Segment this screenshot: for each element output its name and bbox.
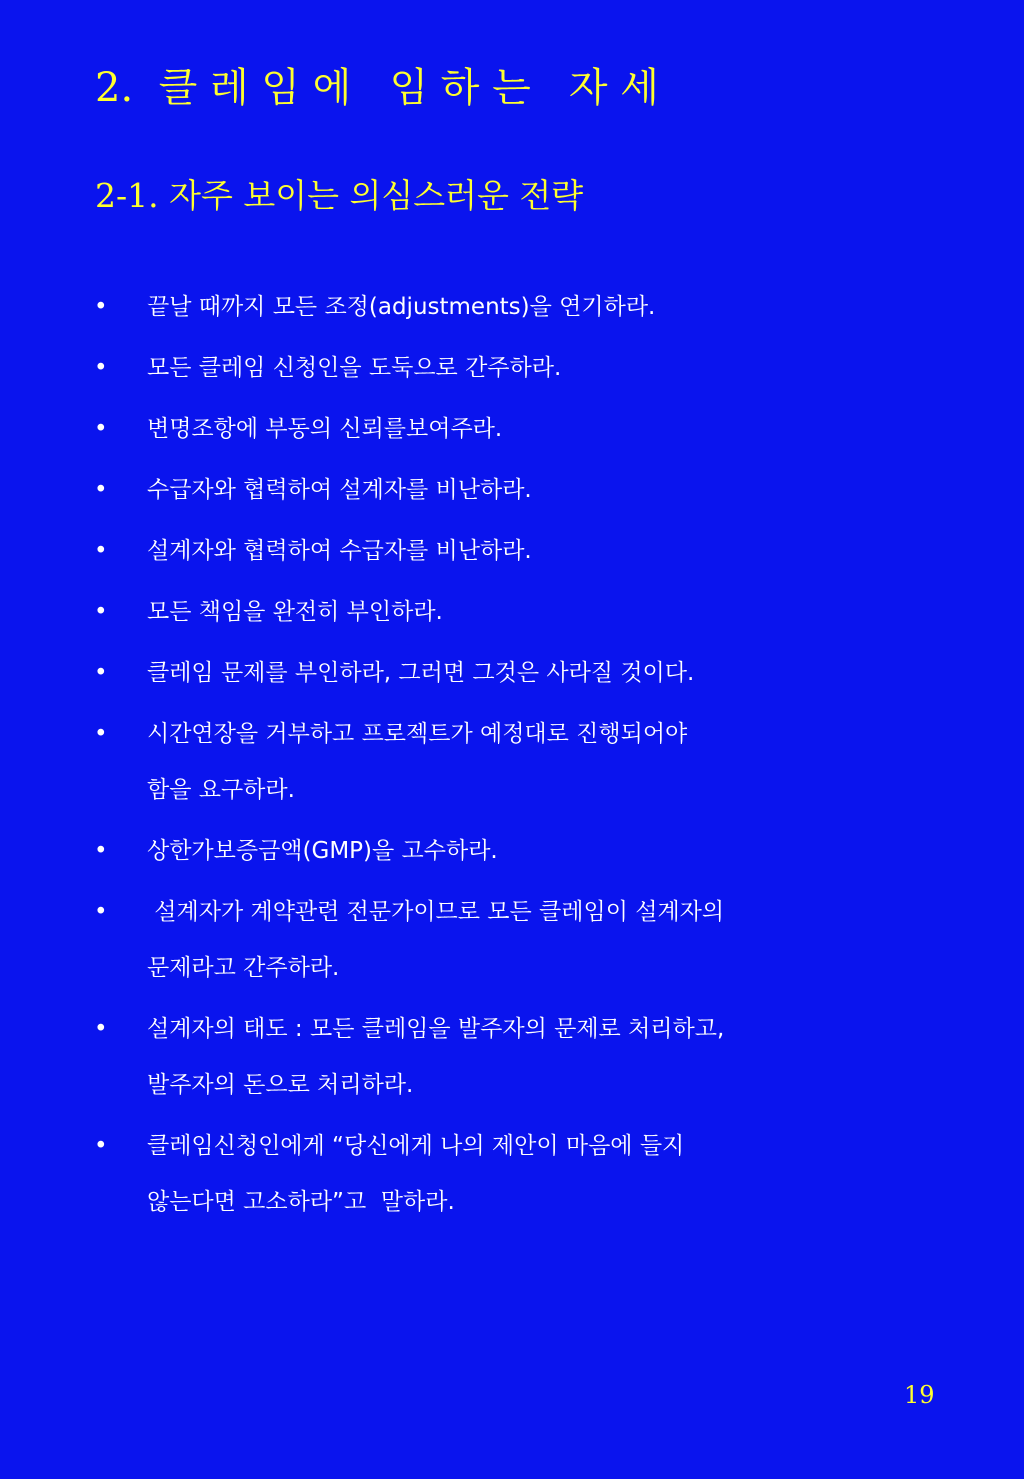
list-item xyxy=(90,897,940,983)
list-item xyxy=(90,1131,940,1217)
bullet-list xyxy=(90,292,940,1248)
list-item-text: 발주자의 돈으로 처리하라. xyxy=(147,1072,414,1098)
list-item xyxy=(90,719,940,805)
bullet-icon: • xyxy=(94,416,108,442)
list-item-text: 모든 클레임 신청인을 도둑으로 간주하라. xyxy=(147,355,562,381)
bullet-icon: • xyxy=(94,899,108,925)
list-item-text: 시간연장을 거부하고 프로젝트가 예정대로 진행되어야 xyxy=(147,721,688,747)
bullet-icon: • xyxy=(94,1016,108,1042)
bullet-icon: • xyxy=(94,838,108,864)
list-item-text: 않는다면 고소하라”고 말하라. xyxy=(147,1189,455,1215)
list-item xyxy=(90,1014,940,1100)
page-number: 19 xyxy=(904,1381,935,1409)
list-item-text: 상한가보증금액(GMP)을 고수하라. xyxy=(147,838,498,864)
list-item xyxy=(90,353,940,383)
list-item-text: 설계자의 태도 : 모든 클레임을 발주자의 문제로 처리하고, xyxy=(147,1016,725,1042)
list-item xyxy=(90,414,940,444)
list-item-text: 설계자가 계약관련 전문가이므로 모든 클레임이 설계자의 xyxy=(147,899,725,925)
list-item-text: 함을 요구하라. xyxy=(147,777,295,803)
list-item-text: 문제라고 간주하라. xyxy=(147,955,340,981)
section-subtitle: 2-1. 자주 보이는 의심스러운 전략 xyxy=(95,176,584,215)
list-item xyxy=(90,597,940,627)
bullet-icon: • xyxy=(94,355,108,381)
list-item-text: 클레임 문제를 부인하라, 그러면 그것은 사라질 것이다. xyxy=(147,660,695,686)
list-item xyxy=(90,475,940,505)
list-item-text: 변명조항에 부동의 신뢰를보여주라. xyxy=(147,416,503,442)
page-title: 2. 클 레 임 에 임 하 는 자 세 xyxy=(95,65,659,111)
list-item xyxy=(90,292,940,322)
list-item-text: 설계자와 협력하여 수급자를 비난하라. xyxy=(147,538,532,564)
list-item xyxy=(90,658,940,688)
list-item-text: 끝날 때까지 모든 조정(adjustments)을 연기하라. xyxy=(147,294,656,320)
list-item-text: 모든 책임을 완전히 부인하라. xyxy=(147,599,443,625)
bullet-icon: • xyxy=(94,599,108,625)
list-item xyxy=(90,836,940,866)
bullet-icon: • xyxy=(94,660,108,686)
list-item xyxy=(90,536,940,566)
bullet-icon: • xyxy=(94,477,108,503)
list-item-text: 수급자와 협력하여 설계자를 비난하라. xyxy=(147,477,532,503)
bullet-icon: • xyxy=(94,538,108,564)
bullet-icon: • xyxy=(94,294,108,320)
list-item-text: 클레임신청인에게 “당신에게 나의 제안이 마음에 들지 xyxy=(147,1133,685,1159)
bullet-icon: • xyxy=(94,721,108,747)
bullet-icon: • xyxy=(94,1133,108,1159)
